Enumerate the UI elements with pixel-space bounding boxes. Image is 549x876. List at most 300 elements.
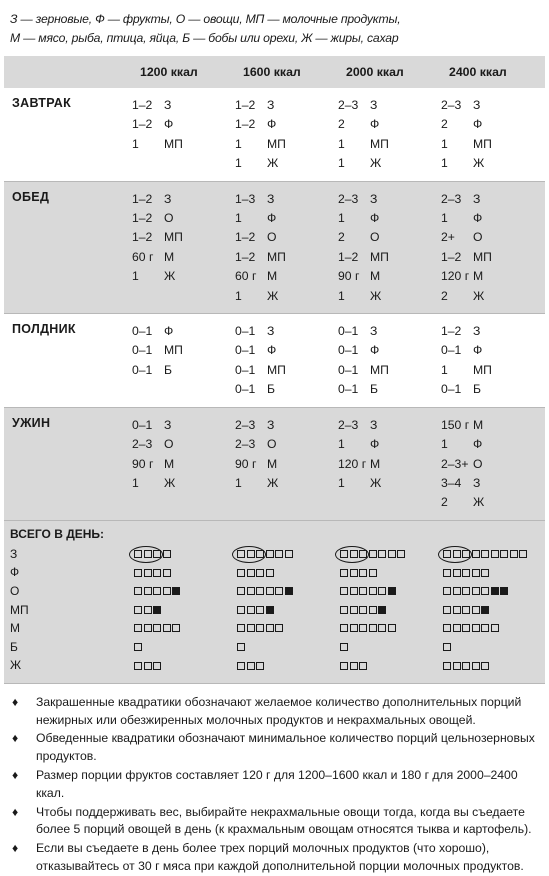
food-group: МП	[370, 249, 389, 264]
serving-square	[369, 606, 377, 614]
serving-square	[443, 643, 451, 651]
serving-square	[443, 569, 451, 577]
meal-cell	[233, 96, 336, 174]
serving-square	[359, 606, 367, 614]
serving-square	[453, 662, 461, 670]
totals-group-label: Ж	[10, 658, 22, 673]
totals-labels	[4, 527, 130, 675]
food-group: Б	[370, 382, 378, 397]
portion-entry	[439, 154, 542, 173]
portion-amount: 1	[132, 136, 139, 151]
portion-entry	[130, 361, 233, 380]
portion-entry	[439, 287, 542, 306]
portion-amount: 2	[441, 117, 448, 132]
serving-square	[237, 662, 245, 670]
filled-square	[481, 606, 489, 614]
food-group: З	[267, 417, 275, 432]
meal-cell	[336, 190, 439, 306]
portion-amount: 1	[338, 437, 345, 452]
food-group: Ф	[267, 211, 277, 226]
meal-row	[4, 314, 545, 408]
portion-amount: 2–3	[338, 417, 359, 432]
square-row	[233, 563, 336, 582]
serving-square	[519, 550, 527, 558]
serving-square	[462, 587, 470, 595]
serving-square	[388, 550, 396, 558]
square-row	[130, 601, 233, 620]
portion-entry	[336, 228, 439, 247]
square-row	[336, 563, 439, 582]
meal-row	[4, 88, 545, 182]
header-col-1200: 1200 ккал	[140, 65, 198, 79]
food-group: М	[267, 269, 278, 284]
serving-square	[134, 662, 142, 670]
serving-square	[443, 662, 451, 670]
totals-col-2000	[336, 527, 439, 675]
serving-square	[247, 606, 255, 614]
square-row	[233, 619, 336, 638]
meal-cell	[439, 322, 542, 400]
food-group: О	[473, 230, 483, 245]
portion-amount: 1	[441, 156, 448, 171]
serving-square	[144, 569, 152, 577]
serving-square	[275, 624, 283, 632]
food-group: МП	[473, 136, 492, 151]
portion-entry	[439, 96, 542, 115]
square-row	[233, 656, 336, 675]
portion-amount: 2–3+	[441, 456, 469, 471]
food-group: Ф	[370, 117, 380, 132]
filled-square	[500, 587, 508, 595]
bullet-icon: ♦	[12, 841, 19, 856]
portion-amount: 1	[441, 437, 448, 452]
food-group: О	[370, 230, 380, 245]
portion-entry	[130, 322, 233, 341]
food-group: М	[473, 269, 484, 284]
portion-entry	[233, 209, 336, 228]
portion-amount: 2–3	[338, 98, 359, 112]
square-row	[336, 638, 439, 657]
portion-entry	[233, 416, 336, 435]
totals-col-2400	[439, 527, 542, 675]
serving-square	[153, 662, 161, 670]
portion-amount: 120 г	[441, 269, 470, 284]
portion-amount: 0–1	[338, 362, 359, 377]
square-row	[336, 582, 439, 601]
food-group: Ф	[164, 324, 174, 339]
food-group: Ж	[370, 288, 382, 303]
legend-line-2: М — мясо, рыба, птица, яйца, Б — бобы или орехи, Ж — жиры, сахар	[10, 31, 399, 45]
serving-square	[285, 550, 293, 558]
serving-square	[369, 550, 377, 558]
circled-minimum	[438, 546, 472, 563]
serving-square	[275, 550, 283, 558]
portion-amount: 1	[338, 288, 345, 303]
meal-cell	[233, 416, 336, 513]
food-group: З	[370, 417, 378, 432]
serving-square	[144, 606, 152, 614]
portion-amount: 0–1	[132, 417, 153, 432]
portion-entry	[233, 435, 336, 454]
square-row	[233, 545, 336, 564]
portion-amount: 90 г	[338, 269, 360, 284]
portion-entry	[130, 341, 233, 360]
food-group: З	[370, 324, 378, 339]
serving-square	[247, 662, 255, 670]
serving-square	[350, 624, 358, 632]
portion-amount: 0–1	[235, 382, 256, 397]
serving-square	[453, 606, 461, 614]
portion-entry	[439, 115, 542, 134]
serving-square	[256, 624, 264, 632]
serving-square	[472, 569, 480, 577]
filled-square	[388, 587, 396, 595]
portion-amount: 1	[441, 211, 448, 226]
food-group: Ж	[164, 269, 176, 284]
portion-entry	[439, 190, 542, 209]
footnote-text: Чтобы поддерживать вес, выбирайте некрахмальные овощи тогда, когда вы съедаете более 5 порций овощей в день (к крахмальным овощам относятся тыква и картофель).	[36, 804, 532, 837]
portion-entry	[336, 361, 439, 380]
serving-square	[350, 662, 358, 670]
meal-cell	[233, 190, 336, 306]
serving-square	[481, 624, 489, 632]
square-row	[439, 656, 542, 675]
portion-amount: 0–1	[338, 382, 359, 397]
portion-entry	[439, 361, 542, 380]
portion-entry	[336, 455, 439, 474]
food-group: Ф	[164, 117, 174, 132]
food-group: О	[473, 456, 483, 471]
food-group: М	[267, 456, 278, 471]
serving-square	[510, 550, 518, 558]
portion-entry	[439, 267, 542, 286]
serving-square	[491, 550, 499, 558]
portion-entry	[233, 190, 336, 209]
food-group: З	[164, 98, 172, 112]
serving-square	[153, 587, 161, 595]
serving-square	[443, 624, 451, 632]
meal-name: ОБЕД	[12, 189, 50, 204]
header-col-2400: 2400 ккал	[449, 65, 507, 79]
footnote	[10, 694, 539, 730]
filled-square	[491, 587, 499, 595]
legend-line-1: З — зерновые, Ф — фрукты, О — овощи, МП — молочные продукты,	[10, 12, 401, 26]
portion-entry	[439, 209, 542, 228]
meal-name: ЗАВТРАК	[12, 96, 72, 110]
serving-square	[266, 569, 274, 577]
portion-entry	[233, 135, 336, 154]
food-group: МП	[473, 249, 492, 264]
food-group: З	[267, 191, 275, 206]
portion-amount: 1–2	[338, 249, 359, 264]
food-group: Ж	[370, 475, 382, 490]
portion-entry	[439, 135, 542, 154]
serving-square	[256, 662, 264, 670]
meal-cell	[130, 416, 233, 513]
serving-square	[266, 624, 274, 632]
food-group: М	[164, 249, 175, 264]
food-group: Ф	[473, 117, 483, 132]
portion-amount: 0–1	[441, 343, 462, 358]
portion-entry	[439, 341, 542, 360]
filled-square	[266, 606, 274, 614]
portion-entry	[439, 380, 542, 399]
portion-entry	[233, 267, 336, 286]
portion-entry	[233, 228, 336, 247]
serving-square	[462, 662, 470, 670]
square-row	[439, 619, 542, 638]
food-group: О	[267, 437, 277, 452]
serving-square	[153, 569, 161, 577]
legend	[4, 6, 545, 56]
square-row	[439, 582, 542, 601]
portion-amount: 2–3	[441, 98, 462, 112]
footnote-text: Обведенные квадратики обозначают минимальное количество порций цельнозерновых продуктов.	[36, 731, 535, 764]
serving-square	[256, 606, 264, 614]
serving-square	[247, 569, 255, 577]
portion-entry	[233, 474, 336, 493]
food-group: М	[473, 417, 484, 432]
food-group: О	[267, 230, 277, 245]
serving-square	[491, 624, 499, 632]
totals-group-label: МП	[10, 602, 29, 617]
serving-square	[144, 624, 152, 632]
square-row	[130, 638, 233, 657]
serving-square	[378, 550, 386, 558]
food-group: МП	[164, 230, 183, 245]
portion-amount: 2+	[441, 230, 455, 245]
portion-amount: 0–1	[132, 362, 153, 377]
portion-entry	[439, 474, 542, 493]
portion-entry	[130, 135, 233, 154]
portion-entry	[130, 248, 233, 267]
square-row	[130, 582, 233, 601]
totals-group-label: М	[10, 621, 20, 636]
food-group: М	[370, 269, 381, 284]
portion-entry	[233, 455, 336, 474]
daily-totals	[4, 521, 545, 684]
portion-entry	[130, 267, 233, 286]
food-group: З	[473, 98, 481, 112]
food-group: Ж	[473, 288, 485, 303]
totals-group-label: Ф	[10, 565, 20, 580]
portion-amount: 1–2	[235, 249, 256, 264]
portion-entry	[336, 190, 439, 209]
food-group: З	[473, 191, 481, 206]
food-group: Ж	[370, 156, 382, 171]
portion-amount: 1	[235, 156, 242, 171]
serving-square	[340, 662, 348, 670]
serving-square	[256, 569, 264, 577]
serving-square	[256, 587, 264, 595]
portion-amount: 2–3	[132, 437, 153, 452]
serving-square	[481, 550, 489, 558]
food-group: МП	[267, 136, 286, 151]
food-group: Ф	[370, 437, 380, 452]
header-col-2000: 2000 ккал	[346, 65, 404, 79]
serving-square	[481, 662, 489, 670]
square-row	[336, 601, 439, 620]
portion-entry	[336, 287, 439, 306]
serving-square	[163, 569, 171, 577]
footnote-text: Размер порции фруктов составляет 120 г для 1200–1600 ккал и 180 г для 2000–2400 ккал.	[36, 768, 518, 800]
portion-amount: 1	[338, 136, 345, 151]
portion-amount: 2–3	[441, 191, 462, 206]
totals-group-label: З	[10, 546, 18, 561]
serving-square	[472, 587, 480, 595]
food-group: Ж	[473, 156, 485, 171]
food-group: МП	[370, 362, 389, 377]
meal-cell	[336, 416, 439, 513]
portion-entry	[439, 493, 542, 512]
food-group: Б	[267, 382, 275, 397]
food-group: З	[370, 98, 378, 112]
food-group: МП	[267, 249, 286, 264]
serving-square	[172, 624, 180, 632]
square-row	[130, 656, 233, 675]
serving-square	[275, 587, 283, 595]
portion-entry	[439, 455, 542, 474]
food-group: Ж	[267, 156, 279, 171]
square-row	[233, 638, 336, 657]
serving-square	[247, 624, 255, 632]
food-group: Ф	[473, 343, 483, 358]
footnote	[10, 767, 539, 803]
portion-entry	[233, 287, 336, 306]
serving-square	[134, 569, 142, 577]
portion-entry	[336, 322, 439, 341]
serving-square	[350, 587, 358, 595]
food-group: Ж	[267, 475, 279, 490]
serving-square	[443, 587, 451, 595]
serving-square	[237, 569, 245, 577]
serving-square	[453, 569, 461, 577]
meal-cell	[233, 322, 336, 400]
portion-amount: 1–2	[132, 98, 153, 112]
serving-square	[340, 569, 348, 577]
serving-square	[340, 624, 348, 632]
portion-amount: 1	[338, 211, 345, 226]
serving-square	[500, 550, 508, 558]
serving-square	[134, 643, 142, 651]
serving-square	[163, 587, 171, 595]
portion-entry	[336, 341, 439, 360]
serving-square	[237, 643, 245, 651]
portion-amount: 1	[235, 288, 242, 303]
totals-col-1200	[130, 527, 233, 675]
footnote	[10, 730, 539, 766]
portion-amount: 1	[441, 136, 448, 151]
portion-amount: 1	[235, 136, 242, 151]
portion-amount: 150 г	[441, 417, 470, 432]
portion-amount: 2–3	[235, 437, 256, 452]
serving-square	[350, 606, 358, 614]
food-group: МП	[267, 362, 286, 377]
portion-entry	[130, 96, 233, 115]
portion-amount: 0–1	[235, 324, 256, 339]
portion-amount: 0–1	[441, 382, 462, 397]
portion-entry	[336, 267, 439, 286]
serving-square	[359, 587, 367, 595]
portion-amount: 0–1	[338, 343, 359, 358]
square-row	[439, 545, 542, 564]
serving-square	[247, 587, 255, 595]
serving-square	[443, 606, 451, 614]
meal-cell	[439, 190, 542, 306]
serving-square	[388, 624, 396, 632]
food-group: Б	[164, 362, 172, 377]
serving-square	[369, 624, 377, 632]
serving-square	[481, 569, 489, 577]
serving-square	[359, 662, 367, 670]
serving-square	[472, 662, 480, 670]
food-group: Ж	[267, 288, 279, 303]
portion-amount: 1	[338, 475, 345, 490]
portion-entry	[233, 248, 336, 267]
portion-amount: 3–4	[441, 475, 462, 490]
portion-amount: 2	[441, 288, 448, 303]
food-group: Ф	[267, 117, 277, 132]
food-group: З	[164, 191, 172, 206]
portion-entry	[439, 322, 542, 341]
portion-amount: 1	[235, 211, 242, 226]
portion-entry	[336, 96, 439, 115]
portion-amount: 1–2	[235, 98, 256, 112]
serving-square	[237, 606, 245, 614]
portion-entry	[130, 416, 233, 435]
portion-amount: 2	[338, 117, 345, 132]
serving-square	[481, 587, 489, 595]
portion-entry	[233, 361, 336, 380]
food-group: З	[267, 324, 275, 339]
circled-minimum	[232, 546, 266, 563]
portion-entry	[336, 154, 439, 173]
serving-square	[340, 606, 348, 614]
meal-row	[4, 408, 545, 521]
bullet-icon: ♦	[12, 694, 19, 709]
footnote	[10, 804, 539, 840]
footnote	[10, 840, 539, 876]
portion-entry	[336, 416, 439, 435]
square-row	[336, 619, 439, 638]
serving-square	[163, 550, 171, 558]
serving-square	[266, 587, 274, 595]
serving-square	[359, 624, 367, 632]
square-row	[130, 619, 233, 638]
food-group: З	[267, 98, 275, 112]
portion-entry	[130, 228, 233, 247]
meal-cell	[336, 96, 439, 174]
portion-entry	[336, 209, 439, 228]
food-group: З	[164, 417, 172, 432]
header-col-1600: 1600 ккал	[243, 65, 301, 79]
serving-square	[462, 624, 470, 632]
meal-cell	[336, 322, 439, 400]
portion-amount: 0–1	[132, 343, 153, 358]
filled-square	[378, 606, 386, 614]
serving-square	[397, 550, 405, 558]
portion-amount: 2	[441, 495, 448, 510]
food-group: Ж	[164, 475, 176, 490]
food-group: МП	[164, 136, 183, 151]
portion-amount: 1	[132, 269, 139, 284]
food-group: Ф	[370, 211, 380, 226]
portion-entry	[233, 96, 336, 115]
portion-amount: 2–3	[338, 191, 359, 206]
portion-entry	[130, 474, 233, 493]
portion-entry	[336, 435, 439, 454]
portion-amount: 1–2	[132, 191, 153, 206]
